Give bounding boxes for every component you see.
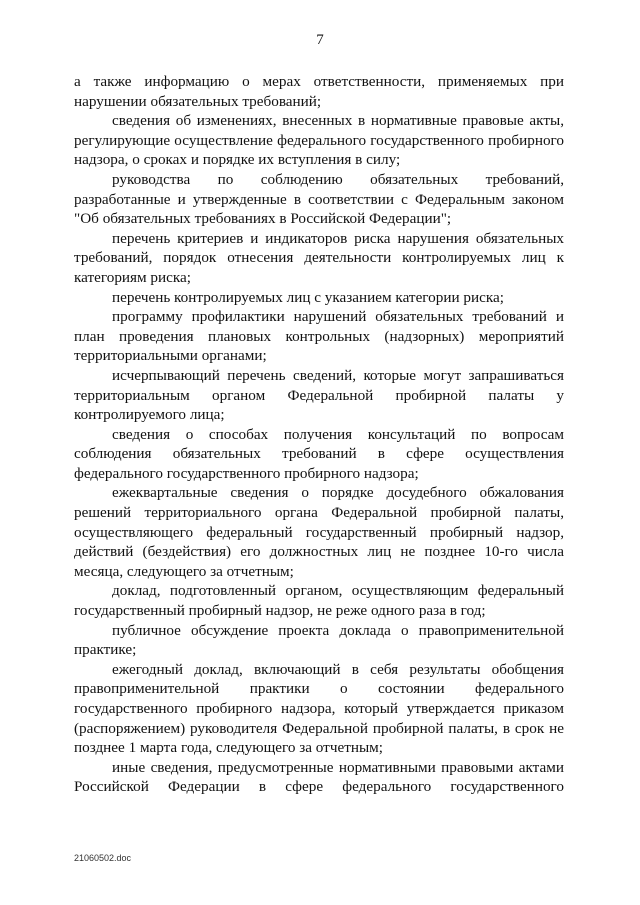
- paragraph-5: перечень контролируемых лиц с указанием категории риска;: [112, 288, 504, 306]
- paragraph-13: иные сведения, предусмотренные нормативными правовыми актами Российской Федерации в сфере федерального государственного: [74, 758, 564, 796]
- document-body: [74, 72, 564, 797]
- paragraph-6: программу профилактики нарушений обязательных требований и план проведения плановых контрольных (надзорных) мероприятий территориальными органами;: [74, 308, 564, 365]
- page-number: 7: [316, 32, 324, 48]
- paragraph-10: доклад, подготовленный органом, осуществляющим федеральный государственный пробирный надзор, не реже одного раза в год;: [74, 582, 564, 620]
- paragraph-1: а также информацию о мерах ответственности, применяемых при нарушении обязательных требований;: [74, 73, 564, 110]
- paragraph-7: исчерпывающий перечень сведений, которые могут запрашиваться территориальным органом Федеральной пробирной палаты у контролируемого лица;: [74, 366, 564, 424]
- file-name: 21060502.doc: [74, 853, 132, 863]
- paragraph-12: ежегодный доклад, включающий в себя результаты обобщения правоприменительной практики о состоянии федерального государственного пробирного надзора, который утверждается приказом (распоряжением) руководителя Федеральной пробирной палаты, в срок не позднее 1 марта года, следующего за отчетным;: [74, 660, 564, 757]
- paragraph-8: сведения о способах получения консультаций по вопросам соблюдения обязательных требований в сфере осуществления федерального государственного пробирного надзора;: [74, 425, 564, 482]
- paragraph-4: перечень критериев и индикаторов риска нарушения обязательных требований, порядок отнесения деятельности контролируемых лиц к категориям риска;: [74, 229, 564, 286]
- paragraph-3: руководства по соблюдению обязательных требований, разработанные и утвержденные в соответствии с Федеральным законом "Об обязательных требованиях в Российской Федерации";: [74, 170, 564, 228]
- paragraph-11: публичное обсуждение проекта доклада о правоприменительной практике;: [74, 621, 564, 659]
- paragraph-2: сведения об изменениях, внесенных в нормативные правовые акты, регулирующие осуществление федерального государственного пробирного надзора, о сроках и порядке их вступления в силу;: [74, 112, 564, 169]
- paragraph-9: ежеквартальные сведения о порядке досудебного обжалования решений территориального органа Федеральной пробирной палаты, осуществляющего федеральный государственный пробирный надзор, действий (бездействия) его должностных лиц не позднее 10-го числа месяца, следующего за отчетным;: [74, 484, 564, 580]
